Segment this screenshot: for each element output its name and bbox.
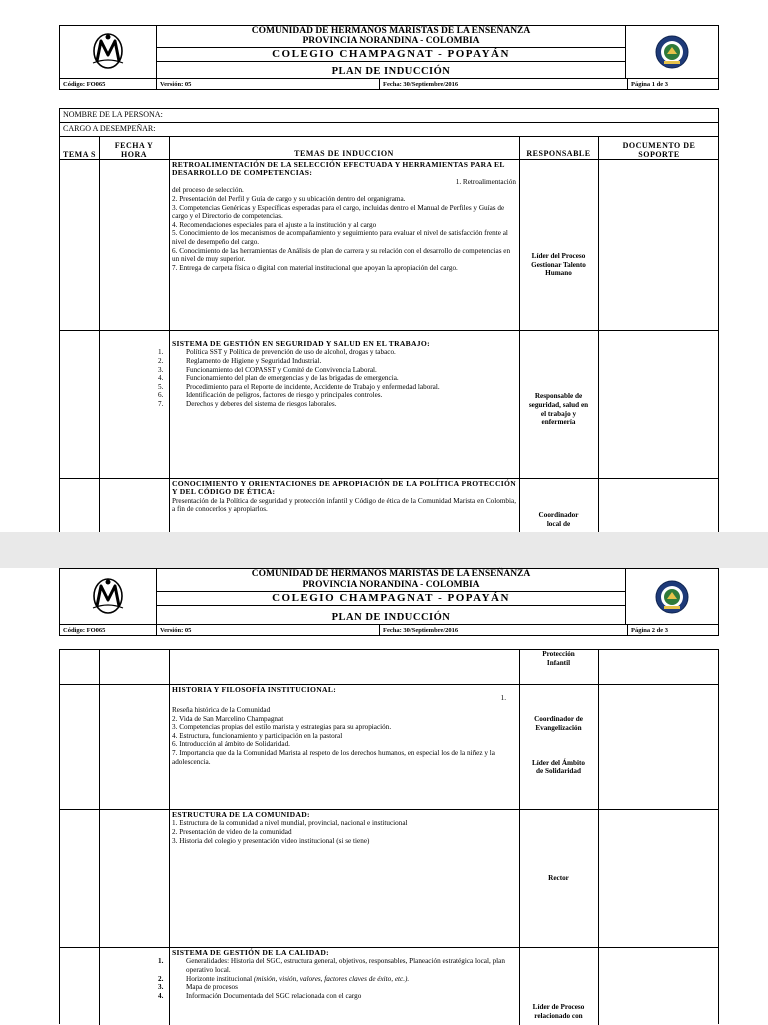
colegio-champagnat-seal-icon [654,579,690,615]
org-line-2: PROVINCIA NORANDINA - COLOMBIA [302,36,480,46]
list-item: 3. Mapa de procesos [158,983,238,992]
section-content [169,810,519,947]
responsable-cell [519,160,598,330]
list-item: 3. Historia del colegio y presentación video institucional (si se tiene) [172,836,370,845]
role-row [60,123,718,137]
section-historia [60,685,718,810]
section-title: HISTORIA Y FILOSOFÍA INSTITUCIONAL: [172,685,337,694]
page-number: Página 1 de 3 [627,79,668,90]
doc-version: Versión: 05 [156,625,191,636]
name-label: NOMBRE DE LA PERSONA: [63,110,163,119]
list-item: 1. Estructura de la comunidad a nivel mundial, provincial, nacional e institucional [172,819,408,828]
list-item: 4. Recomendaciones especiales para el ajuste a la institución y al cargo [172,220,377,229]
section-title: ESTRUCTURA DE LA COMUNIDAD: [172,810,310,819]
marist-m-logo-icon [88,31,128,73]
doc-date: Fecha: 30/Septiembre/2016 [379,79,458,90]
list-item: 5. Conocimiento de los mecanismos de acompañamiento y seguimiento para evaluar el nivel de satisfacción frente al nivel de desempeño del cargo. [172,229,508,246]
section-body: Presentación de la Política de seguridad y protección infantil y Código de ética de la Comunidad Marista en Colombia, a fin de conocerlos y apropiarlos. [172,496,516,514]
section-retroalimentacion [60,160,718,331]
document-title: PLAN DE INDUCCIÓN [331,66,451,77]
section-content [169,479,519,533]
col-header-documento: DOCUMENTO DE SOPORTE [622,141,696,159]
page-2 [0,568,768,1024]
list-item: 2. Vida de San Marcelino Champagnat [172,714,284,723]
list-item: 3. Competencias propias del estilo marista y estrategias para su apropiación. [172,723,392,732]
school-name: COLEGIO CHAMPAGNAT - POPAYÁN [156,591,626,606]
logo-cell [60,26,157,78]
list-item: 2. Presentación del Perfil y Guía de cargo y su ubicación dentro del organigrama. [172,195,406,203]
list-item: 4. Información Documentada del SGC relacionada con el cargo [158,991,362,1000]
list-item: 2. Horizonte institucional (misión, visión, valores, factores claves de éxito, etc.). [158,974,410,983]
header-meta-row [60,78,718,90]
list-item: 4. Funcionamiento del plan de emergencias y de las brigadas de emergencia. [158,374,399,383]
seal-cell [625,26,718,78]
section-content [158,948,519,1025]
responsable-cell [519,331,598,478]
section-content [169,160,519,330]
name-row [60,109,718,123]
doc-version: Versión: 05 [156,79,191,90]
list-item: 4. Estructura, funcionamiento y participación en la pastoral [172,731,343,740]
section-title: RETROALIMENTACIÓN DE LA SELECCIÓN EFECTUADA Y HERRAMIENTAS PARA EL DESARROLLO DE COMPETENCIAS: [172,160,505,178]
responsable-cell [519,479,598,533]
induction-table-page-1 [59,108,719,532]
doc-code: Código: FO065 [63,81,106,88]
section-estructura [60,810,718,948]
list-item: Reseña histórica de la Comunidad [172,706,271,714]
section-sst [60,331,718,479]
page-separator [0,532,768,568]
responsable: Responsable de seguridad, salud en el trabajo y enfermería [528,391,589,427]
list-item: 7. Derechos y deberes del sistema de riesgos laborales. [158,399,337,408]
org-line-2: PROVINCIA NORANDINA - COLOMBIA [302,580,480,590]
responsable-cell [519,948,598,1025]
list-item: 6. Conocimiento de las herramientas de Análisis de plan de carrera y su relación con el desarrollo de competencias en un nivel de muy superior. [172,246,511,264]
list-item: 7. Importancia que da la Comunidad Marista al respeto de los derechos humanos, en especial los de la niñez y la adolescencia. [172,748,495,766]
school-name: COLEGIO CHAMPAGNAT - POPAYÁN [156,47,626,62]
page-number: Página 2 de 3 [627,625,668,636]
doc-date: Fecha: 30/Septiembre/2016 [379,625,458,636]
list-item: 6. Introducción al ámbito de Solidaridad. [172,740,290,749]
section-calidad [60,948,718,1025]
section-title: SISTEMA DE GESTIÓN DE LA CALIDAD: [172,948,329,957]
logo-cell [60,569,157,624]
column-header-row [60,137,718,160]
list-item: 5. Procedimiento para el Reporte de incidente, Accidente de Trabajo y enfermedad laboral. [158,382,440,391]
section-title: SISTEMA DE GESTIÓN EN SEGURIDAD Y SALUD EN EL TRABAJO: [172,339,430,348]
seal-cell [625,569,718,624]
list-item: 6. Identificación de peligros, factores de riesgo y principales controles. [158,391,383,400]
responsable: Líder del Proceso Gestionar Talento Humano [531,251,586,278]
responsable: Coordinador local de [538,511,579,529]
list-item: 1. [500,694,506,703]
responsable-cell [519,685,598,809]
col-header-fecha: FECHA Y HORA [114,141,154,159]
list-item: 7. Entrega de carpeta física o digital con material institucional que apoyan la apropiación del cargo. [172,263,458,272]
list-item: del proceso de selección. [172,186,244,195]
col-header-responsable: RESPONSABLE [526,148,591,158]
role-label: CARGO A DESEMPEÑAR: [63,124,156,133]
induction-table-page-2 [59,649,719,1024]
marist-m-logo-icon [88,576,128,618]
responsable: Líder de Proceso relacionado con [532,1003,585,1021]
section-content [169,685,519,809]
colegio-champagnat-seal-icon [654,34,690,70]
document-header [59,568,719,636]
org-line-1: COMUNIDAD DE HERMANOS MARISTAS DE LA ENSEÑANZA [251,569,531,579]
header-title-block [156,569,626,624]
responsable: Rector [548,874,569,883]
section-content [158,331,519,478]
section-proteccion [60,479,718,533]
col-header-temas: TEMA S [62,149,96,159]
header-meta-row [60,624,718,636]
section-proteccion-continued [60,650,718,685]
document-header [59,25,719,90]
responsable: Coordinador de Evangelización [534,715,583,732]
section-title: CONOCIMIENTO Y ORIENTACIONES DE APROPIACIÓN DE LA POLÍTICA PROTECCIÓN Y DEL CÓDIGO DE ÉTICA: [172,479,516,497]
list-item: 1. Política SST y Política de prevención de uso de alcohol, drogas y tabaco. [158,348,396,357]
list-item: 1. Generalidades: Historia del SGC, estructura general, objetivos, responsables, Planeación estratégica local, plan operativo local. [158,957,505,974]
list-item: 1. Retroalimentación [455,177,516,186]
responsable-cell [519,810,598,947]
org-line-1: COMUNIDAD DE HERMANOS MARISTAS DE LA ENSEÑANZA [251,26,531,36]
document-title: PLAN DE INDUCCIÓN [331,612,451,623]
list-item: 2. Reglamento de Higiene y Seguridad Industrial. [158,357,322,365]
col-header-temas-induccion: TEMAS DE INDUCCION [294,148,394,158]
responsable: Protección Infantil [542,650,575,667]
list-item: 3. Competencias Genéricas y Específicas esperadas para el cargo, incluidas dentro el Manual de Perfiles y Guías de cargo y el Directorio de competencias. [172,203,505,221]
list-item: 2. Presentación de video de la comunidad [172,828,292,836]
list-item: 3. Funcionamiento del COPASST y Comité de Convivencia Laboral. [158,365,377,374]
header-title-block [156,26,626,78]
responsable-cell [519,650,598,684]
doc-code: Código: FO065 [63,627,106,634]
responsable: Líder del Ámbito de Solidaridad [532,758,585,776]
